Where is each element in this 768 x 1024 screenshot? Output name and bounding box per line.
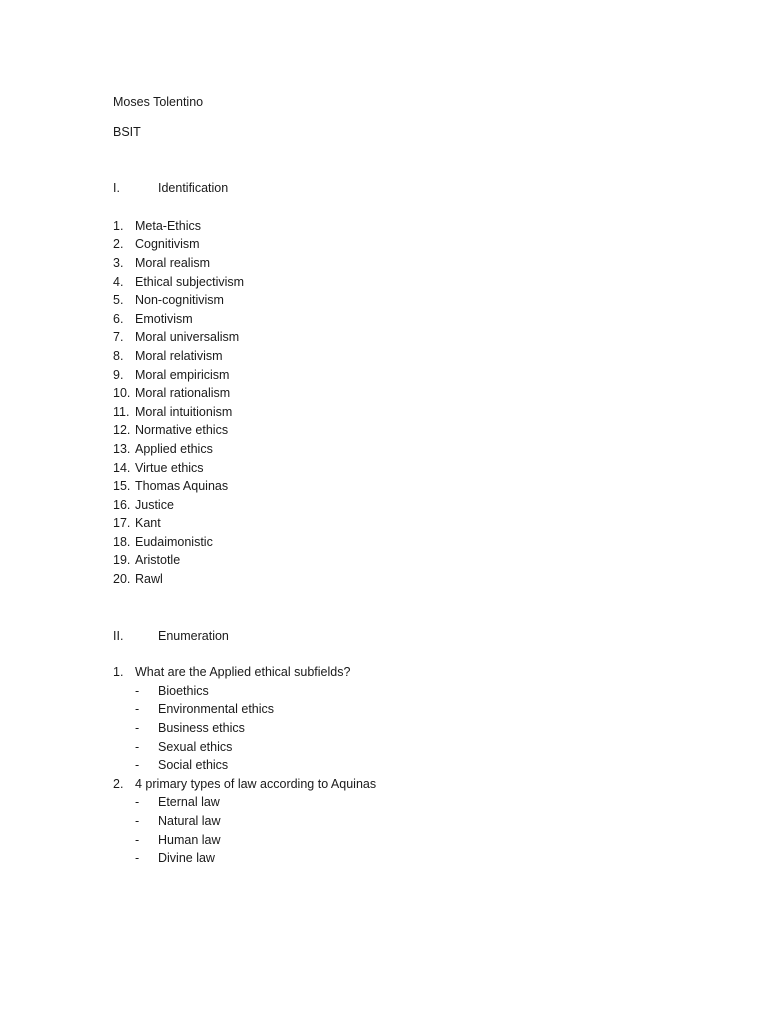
sub-item: - Business ethics [135, 721, 245, 736]
list-item: 18. Eudaimonistic [113, 534, 213, 549]
sub-item: - Sexual ethics [135, 739, 233, 754]
section-numeral: II. [113, 628, 124, 643]
sub-item: - Environmental ethics [135, 702, 275, 717]
list-item: 12. Normative ethics [113, 423, 229, 438]
student-course: BSIT [113, 124, 141, 139]
sub-item: - Human law [135, 832, 221, 847]
list-item: 4. Ethical subjectivism [113, 274, 245, 289]
list-item: 19. Aristotle [113, 553, 181, 568]
list-item: 7. Moral universalism [113, 330, 240, 345]
sub-item: - Eternal law [135, 795, 220, 810]
list-item: 11. Moral intuitionism [113, 404, 233, 419]
list-item: 6. Emotivism [113, 311, 193, 326]
list-item: 10. Moral rationalism [113, 386, 231, 401]
list-item: 17. Kant [113, 516, 161, 531]
section-title: Enumeration [158, 628, 229, 643]
list-item: 8. Moral relativism [113, 348, 223, 363]
list-item: 20. Rawl [113, 572, 163, 587]
list-item: 3. Moral realism [113, 255, 211, 270]
list-item: 1. What are the Applied ethical subfields? [113, 665, 351, 680]
enumeration-list [113, 663, 673, 868]
section-heading-enumeration [113, 627, 673, 646]
sub-item: - Divine law [135, 851, 215, 866]
sub-item: - Bioethics [135, 683, 209, 698]
list-item: 9. Moral empiricism [113, 367, 230, 382]
list-item: 16. Justice [113, 497, 174, 512]
list-item: 2. 4 primary types of law according to Aquinas [113, 776, 377, 791]
list-item: 5. Non-cognitivism [113, 293, 224, 308]
sub-item: - Natural law [135, 814, 221, 828]
identification-list [113, 217, 673, 589]
document-page [113, 93, 673, 868]
section-heading-identification [113, 179, 673, 198]
section-title: Identification [158, 181, 229, 196]
sub-item: - Social ethics [135, 758, 229, 773]
list-item: 15. Thomas Aquinas [113, 479, 229, 494]
list-item: 2. Cognitivism [113, 237, 200, 252]
list-item: 1. Meta-Ethics [113, 218, 201, 233]
student-name: Moses Tolentino [113, 95, 204, 109]
list-item: 13. Applied ethics [113, 441, 213, 456]
section-numeral: I. [113, 181, 120, 196]
list-item: 14. Virtue ethics [113, 460, 204, 475]
